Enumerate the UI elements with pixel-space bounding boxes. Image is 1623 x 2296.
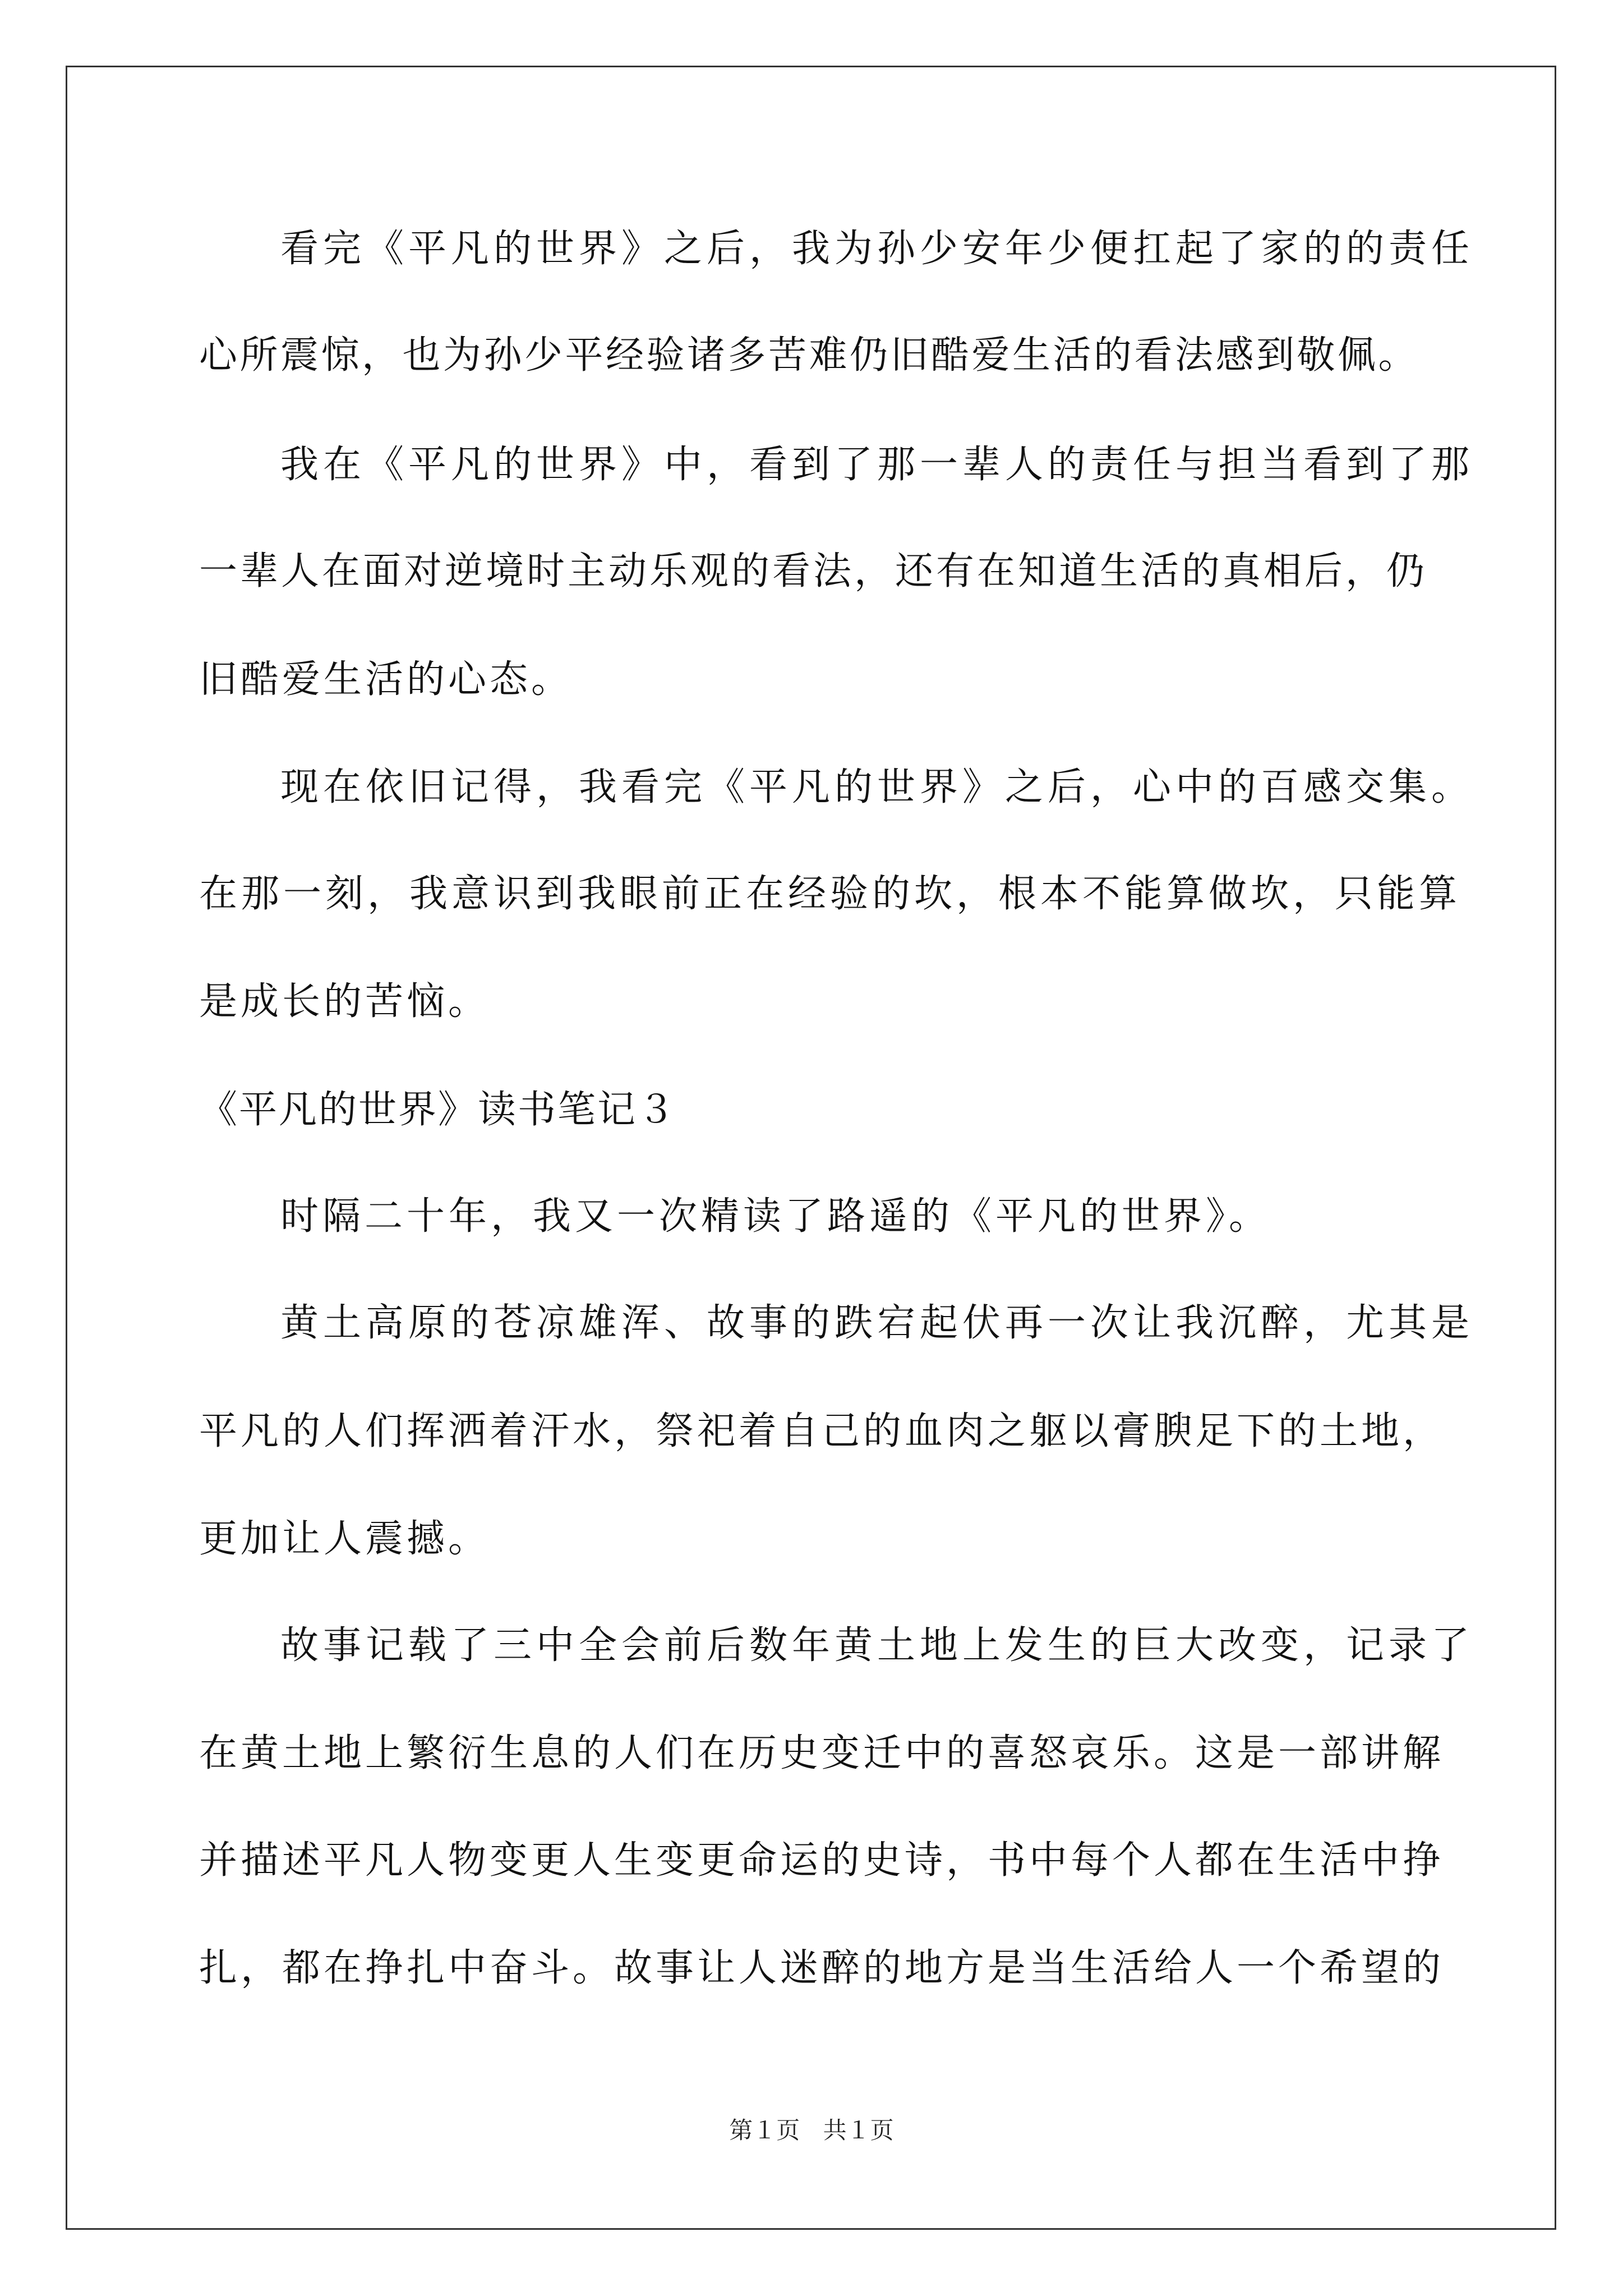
page-number: 第１页 [729,2116,800,2144]
paragraph-1-line-1: 看完《平凡的世界》之后，我为孙少安年少便扛起了家的的责任 [280,227,1474,271]
page-border [66,66,1556,2230]
paragraph-2-line-1: 我在《平凡的世界》中，看到了那一辈人的责任与担当看到了那 [280,443,1474,487]
paragraph-5-line-3: 更加让人震撼。 [199,1517,490,1561]
paragraph-3-line-2: 在那一刻，我意识到我眼前正在经验的坎，根本不能算做坎，只能算 [199,872,1461,916]
paragraph-3-line-1: 现在依旧记得，我看完《平凡的世界》之后，心中的百感交集。 [280,765,1474,809]
paragraph-6-line-3: 并描述平凡人物变更人生变更命运的史诗，书中每个人都在生活中挣 [199,1838,1445,1883]
section-heading: 《平凡的世界》读书笔记３ [199,1088,677,1132]
paragraph-3-line-3: 是成长的苦恼。 [199,979,490,1024]
paragraph-6-line-1: 故事记载了三中全会前后数年黄土地上发生的巨大改变，记录了 [280,1623,1474,1668]
paragraph-2-line-3: 旧酷爱生活的心态。 [199,657,573,702]
paragraph-5-line-1: 黄土高原的苍凉雄浑、故事的跌宕起伏再一次让我沉醉，尤其是 [280,1301,1474,1345]
paragraph-6-line-2: 在黄土地上繁衍生息的人们在历史变迁中的喜怒哀乐。这是一部讲解 [199,1731,1445,1775]
page-footer [0,2112,1623,2146]
paragraph-1-line-2: 心所震惊，也为孙少平经验诸多苦难仍旧酷爱生活的看法感到敬佩。 [199,333,1419,378]
paragraph-5-line-2: 平凡的人们挥洒着汗水，祭祀着自己的血肉之躯以膏腴足下的土地， [199,1409,1445,1453]
paragraph-4-line-1: 时隔二十年，我又一次精读了路遥的《平凡的世界》。 [280,1194,1271,1239]
page-total: 共１页 [823,2116,894,2144]
paragraph-6-line-4: 扎，都在挣扎中奋斗。故事让人迷醉的地方是当生活给人一个希望的 [199,1946,1445,1990]
paragraph-2-line-2: 一辈人在面对逆境时主动乐观的看法，还有在知道生活的真相后，仍 [199,549,1428,593]
